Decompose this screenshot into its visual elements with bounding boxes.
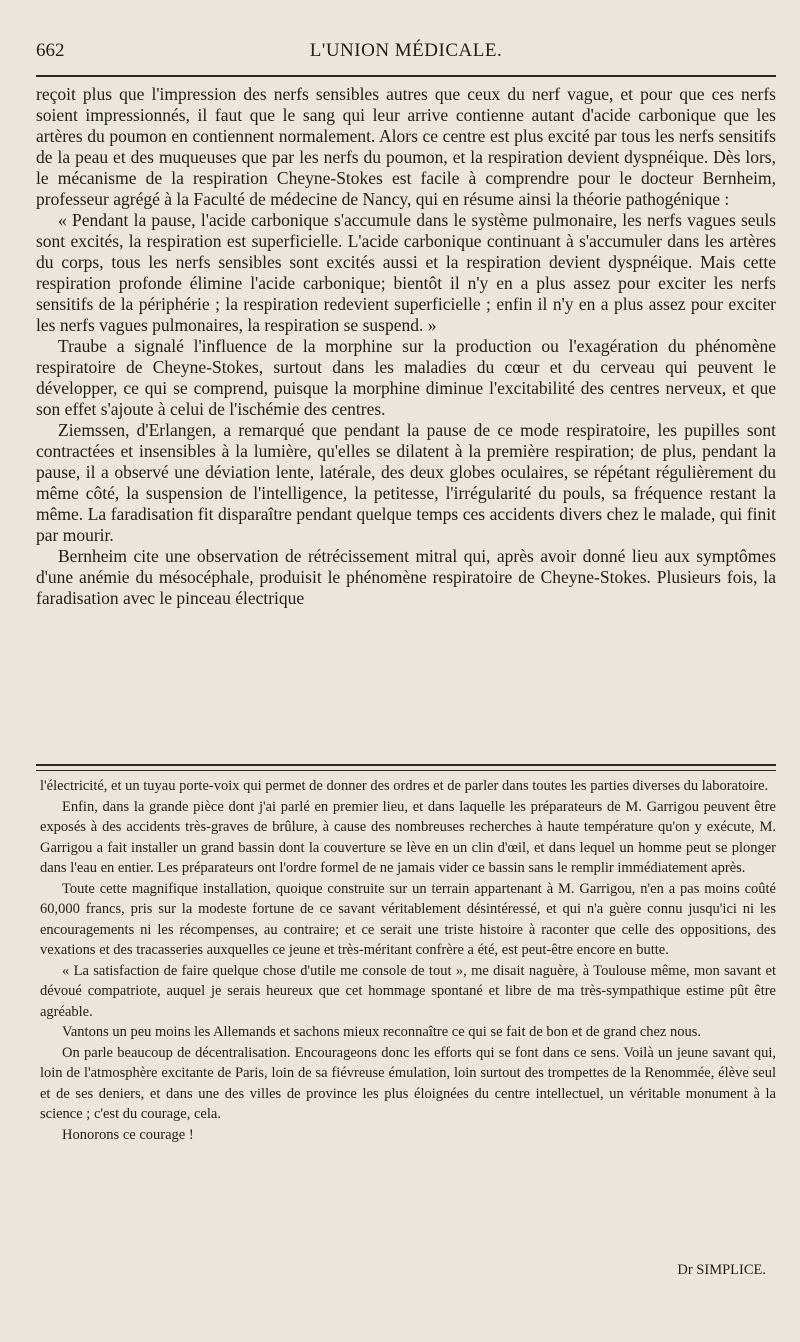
footnote-paragraph: « La satisfaction de faire quelque chose d'utile me console de tout », me disait naguère, à Toulouse même, mon savant et dévoué compatriote, auquel je serais heureux que cet hommage spontané et libre de ma très-sympathique estime pût être agréable. — [40, 962, 776, 1020]
footnote-paragraph: On parle beaucoup de décentralisation. Encourageons donc les efforts qui se font dans ce sens. Voilà un jeune savant qui, loin de l'atmosphère excitante de Paris, loin de sa fiévreuse émulation, loin surtout des trompettes de la Renommée, élève seul et de ses deniers, et dans une des villes de province les plus éloignées du centre intellectuel, un véritable monument à la science ; c'est du courage, cela. — [40, 1044, 776, 1122]
footnote-paragraph: Vantons un peu moins les Allemands et sachons mieux reconnaître ce qui se fait de bon et de grand chez nous. — [62, 1024, 702, 1040]
footnote-paragraph: Toute cette magnifique installation, quoique construite sur un terrain appartenant à M. Garrigou, n'en a pas moins coûté 60,000 francs, pris sur la modeste fortune de ce savant véritablement désintéressé, et qui n'a guère connu jusqu'ici ni les encouragements ni les récompenses, au contraire; et ce serait une triste histoire à raconter que celle des oppositions, des vexations et des tracasseries auxquelles ce jeune et très-méritant confrère a été, est peut-être encore en butte. — [40, 880, 776, 958]
paragraph: Bernheim cite une observation de rétrécissement mitral qui, après avoir donné lieu aux symptômes d'une anémie du mésocéphale, produisit le phénomène respiratoire de Cheyne-Stokes. Plusieurs fois, la faradisation avec le pinceau électrique — [36, 546, 776, 608]
main-text — [36, 84, 776, 609]
paragraph: « Pendant la pause, l'acide carbonique s'accumule dans le système pulmonaire, les nerfs vagues seuls sont excités, la respiration est superficielle. L'acide carbonique continuant à s'accumuler dans les artères du corps, tous les nerfs sensibles sont excités aussi et la respiration devient dyspnéique. Mais cette respiration profonde élimine l'acide carbonique; bientôt il n'y en a plus assez pour exciter les nerfs sensitifs de la périphérie ; la respiration redevient superficielle ; enfin il n'y en a plus assez pour exciter les nerfs vagues pulmonaires, la respiration se suspend. » — [36, 210, 776, 335]
header-rule — [36, 75, 776, 77]
author-signature: Dr SIMPLICE. — [677, 1262, 766, 1278]
footnote-text — [40, 776, 776, 1145]
footnote-paragraph: Enfin, dans la grande pièce dont j'ai parlé en premier lieu, et dans laquelle les préparateurs de M. Garrigou peuvent être exposés à des accidents très-graves de brûlure, à cause des nombreuses recherches à haute température qu'on y exécute, M. Garrigou a fait installer un grand bassin dont la couverture se lève en un clin d'œil, et dans lequel un homme peut se plonger dans l'eau en entier. Les préparateurs ont l'ordre formel de ne jamais vider ce bassin sans le remplir immédiatement après. — [40, 798, 776, 876]
footnote-rule — [36, 764, 776, 771]
footnote-paragraph: Honorons ce courage ! — [62, 1126, 194, 1143]
running-title: L'UNION MÉDICALE. — [309, 40, 503, 61]
page-header — [36, 36, 776, 66]
paragraph: reçoit plus que l'impression des nerfs sensibles autres que ceux du nerf vague, et pour que ces nerfs soient impressionnés, il faut que le sang qui leur arrive contienne autant d'acide carbonique que les artères du poumon en contiennent normalement. Alors ce centre est plus excité par tous les nerfs sensitifs de la peau et des muqueuses que par les nerfs du poumon, et la respiration devient dyspnéique. Dès lors, le mécanisme de la respiration Cheyne-Stokes est facile à comprendre pour le docteur Bernheim, professeur agrégé à la Faculté de médecine de Nancy, qui en résume ainsi la théorie pathogénique : — [36, 84, 776, 209]
paragraph: Ziemssen, d'Erlangen, a remarqué que pendant la pause de ce mode respiratoire, les pupilles sont contractées et insensibles à la lumière, qu'elles se dilatent à la première respiration; de plus, pendant la pause, il a observé une déviation lente, latérale, des deux globes oculaires, se répétant régulièrement du même côté, la suspension de l'intelligence, la petitesse, l'irrégularité du pouls, sa fréquence restant la même. La faradisation fit disparaître pendant quelque temps ces accidents divers chez le malade, qui finit par mourir. — [36, 420, 776, 545]
page-number: 662 — [36, 40, 65, 61]
footnote-paragraph: l'électricité, et un tuyau porte-voix qui permet de donner des ordres et de parler dans toutes les parties diverses du laboratoire. — [40, 778, 769, 794]
paragraph: Traube a signalé l'influence de la morphine sur la production ou l'exagération du phénomène respiratoire de Cheyne-Stokes, surtout dans les maladies du cœur et du cerveau qui peuvent le développer, ce qui se comprend, puisque la morphine diminue l'excitabilité des centres nerveux, et que son effet s'ajoute à celui de l'ischémie des centres. — [36, 336, 776, 419]
